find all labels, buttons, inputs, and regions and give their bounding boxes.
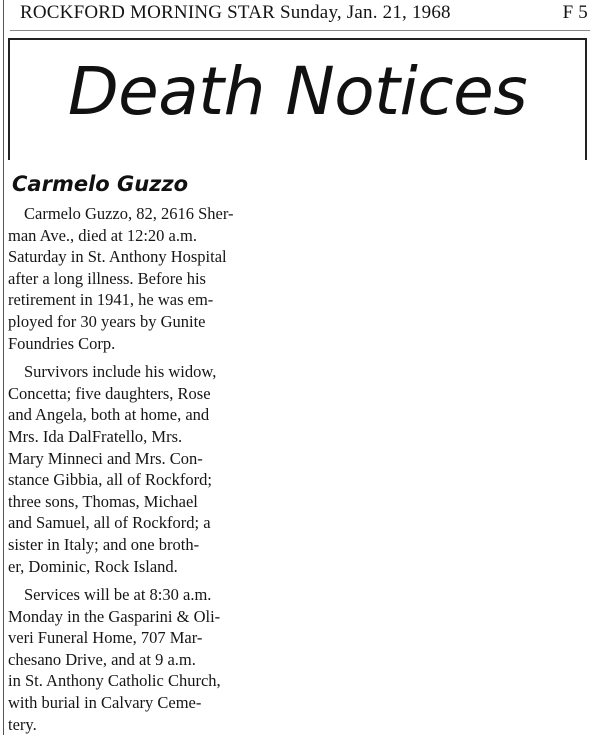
masthead [12,2,592,28]
notice-paragraph-3 [8,584,303,735]
text-line: Carmelo Guzzo, 82, 2616 Sher- [24,204,234,223]
text-line: chesano Drive, and at 9 a.m. [8,649,196,669]
text-line: sister in Italy; and one broth- [8,534,200,554]
text-line: retirement in 1941, he was em- [8,290,214,310]
text-line: and Samuel, all of Rockford; a [8,513,211,533]
text-line: stance Gibbia, all of Rockford; [8,470,212,490]
text-line: Mrs. Ida DalFratello, Mrs. [8,426,183,446]
notice-paragraph-2 [8,361,303,577]
text-line: three sons, Thomas, Michael [8,491,198,511]
masthead-rule [10,30,590,31]
masthead-paper-name: ROCKFORD MORNING STAR Sunday, Jan. 21, 1968 [20,2,451,23]
notice-paragraph-1 [8,203,303,354]
text-line: ployed for 30 years by Gunite [8,311,206,331]
text-line: and Angela, both at home, and [8,405,210,425]
masthead-page-number: F 5 [562,2,588,23]
text-line: Monday in the Gasparini & Oli- [8,606,221,626]
text-line: in St. Anthony Catholic Church, [8,671,221,691]
notice-name-heading: Carmelo Guzzo [12,172,189,196]
text-line: Services will be at 8:30 a.m. [24,585,212,605]
text-line: Saturday in St. Anthony Hospital [8,247,227,267]
text-line: er, Dominic, Rock Island. [8,556,178,576]
text-line: Foundries Corp. [8,333,116,353]
text-line: with burial in Calvary Ceme- [8,693,202,713]
text-line: tery. [8,714,37,734]
text-line: Survivors include his widow, [24,362,217,382]
text-line: Concetta; five daughters, Rose [8,383,211,403]
section-title: Death Notices [67,53,528,130]
text-line: Mary Minneci and Mrs. Con- [8,448,203,468]
section-heading-box [8,38,587,154]
text-line: man Ave., died at 12:20 a.m. [8,225,197,245]
text-line: after a long illness. Before his [8,268,206,288]
column-rule-left [3,0,4,735]
notice-body [8,203,303,742]
text-line: veri Funeral Home, 707 Mar- [8,628,203,648]
